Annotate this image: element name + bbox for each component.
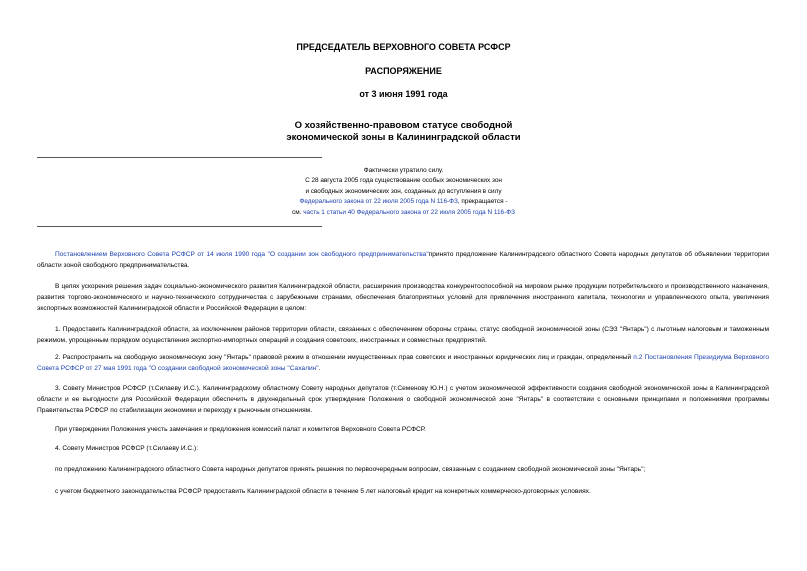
paragraph-item-4-b: с учетом бюджетного законодательства РСФСР предоставить Калининградской области в течение 5 лет налоговый кредит на конкретных коммерческо-договорных условиях.	[55, 488, 591, 495]
paragraph-item-2-text: 2. Распространить на свободную экономическую зону "Янтарь" правовой режим в отношении имущественных прав советских и иностранных юридических лиц и граждан, определенный	[55, 354, 634, 361]
resolution-link[interactable]: Постановлением Верховного Совета РСФСР от 14 июля 1990 года "О создании зон свободного предпринимательства"	[55, 251, 429, 258]
paragraph-item-3: 3. Совету Министров РСФСР (т.Силаеву И.С.), Калининградскому областному Совету народных депутатов (т.Семенову Ю.Н.) с учетом экономической эффективности создания свободной экономической зоны в Калининградской области и ее выгодности для Российской Федерации обеспечить в двухнедельный срок утверждение Положения о свободной экономической зоне "Янтарь" в соответствии с основными принципами и положениями программы Правительства РСФСР по стабилизации экономики и переходу к рыночным отношениям.	[37, 385, 769, 414]
paragraph-item-2-end: .	[318, 365, 321, 372]
paragraph-item-4: 4. Совету Министров РСФСР (т.Силаеву И.С.):	[55, 445, 199, 452]
federal-law-link[interactable]: Федерального закона от 22 июля 2005 года N 116-ФЗ	[299, 198, 458, 206]
document-title	[0, 120, 807, 144]
status-note-line-2: С 28 августа 2005 года существование особых экономических зон	[305, 177, 502, 185]
status-note-see: см.	[292, 208, 304, 216]
paragraph-preamble-text: принято предложение Калининградского областного Совета народных депутатов об объявлении территории области зоной свободного предпринимательства.	[37, 251, 770, 269]
status-note-line-4	[200, 197, 607, 207]
title-line-1: О хозяйственно-правовом статусе свободной	[294, 120, 513, 131]
paragraph-approval-note: При утверждении Положения учесть замечания и предложения комиссий палат и комитетов Верховного Совета РСФСР.	[55, 426, 426, 433]
issuing-authority: ПРЕДСЕДАТЕЛЬ ВЕРХОВНОГО СОВЕТА РСФСР	[296, 42, 511, 52]
paragraph-item-4-a: по предложению Калининградского областного Совета народных депутатов принять решения по первоочередным вопросам, связанным с созданием свободной экономической зоны "Янтарь";	[55, 466, 646, 473]
status-note-line-4-rest: , прекращается -	[457, 198, 508, 206]
sakhalin-resolution-link[interactable]: п.2 Постановления Президиума Верховного Совета РСФСР от 27 мая 1991 года "О создании свободной экономической зоны "Сахалин"	[37, 354, 769, 372]
status-note-line-1: Фактически утратило силу.	[363, 167, 444, 174]
paragraph-item-2	[37, 352, 769, 374]
document-type: РАСПОРЯЖЕНИЕ	[365, 66, 442, 76]
law-article-link[interactable]: часть 1 статьи 40 Федерального закона от 22 июля 2005 года N 116-ФЗ	[303, 208, 515, 216]
status-note	[200, 166, 607, 218]
paragraph-goals: В целях ускорения решения задач социально-экономического развития Калининградской области, расширения производства конкурентоспособной на мировом рынке продукции потребительского и производственного назначения, развития торгово-экономического и научно-технического сотрудничества с зарубежными странами, обеспечения благоприятных условий для привлечения иностранного капитала, технологии и управленческого опыта, увеличения экспортных возможностей Калининградской области и Российской Федерации в целом:	[37, 283, 769, 312]
status-note-line-5	[200, 208, 607, 218]
paragraph-item-1: 1. Предоставить Калининградской области, за исключением районов территории области, связанных с обеспечением обороны страны, статус свободной экономической зоны (СЭЗ "Янтарь") с льготным налоговым и таможенным режимом, упрощенным порядком осуществления экспортно-импортных операций и создания советских, иностранных и совместных предприятий.	[37, 326, 769, 344]
paragraph-preamble	[37, 249, 769, 271]
divider-bottom	[37, 226, 322, 227]
status-note-line-3: и свободных экономических зон, созданных до вступления в силу	[305, 187, 502, 195]
title-line-2: экономической зоны в Калининградской области	[286, 132, 521, 143]
divider-top	[37, 157, 322, 158]
document-date: от 3 июня 1991 года	[359, 89, 448, 99]
